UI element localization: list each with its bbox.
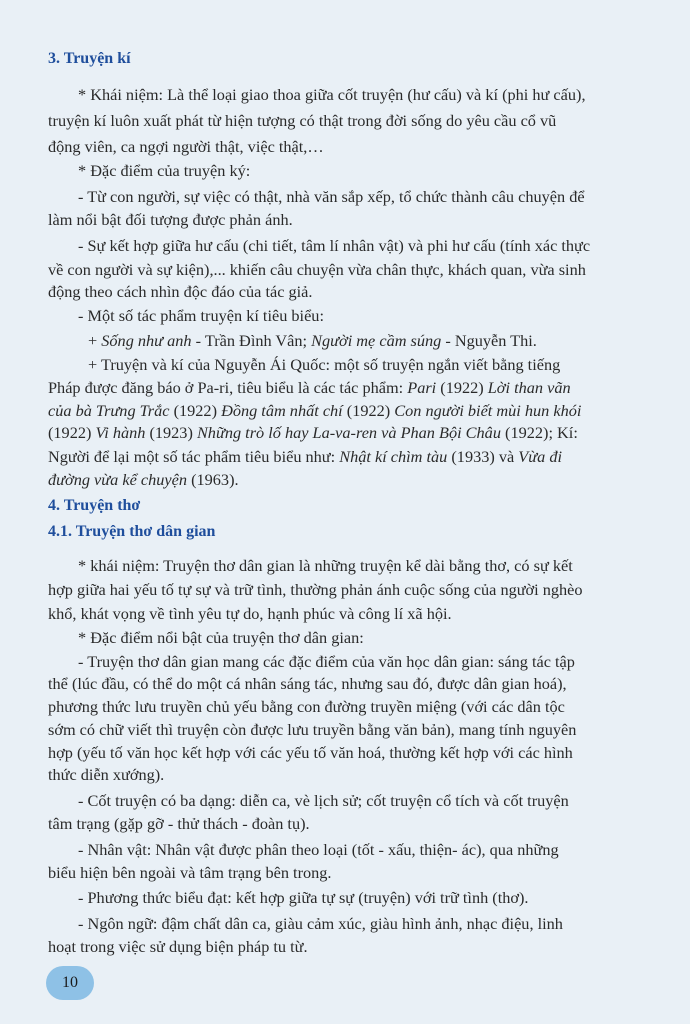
paragraph-line: khổ, khát vọng về tình yêu tự do, hạnh phúc và công lí xã hội.: [48, 604, 452, 623]
paragraph-line: - Nhân vật: Nhân vật được phân theo loại (tốt - xấu, thiện- ác), qua những: [78, 840, 559, 859]
paragraph-line: * khái niệm: Truyện thơ dân gian là những truyện kể dài bằng thơ, có sự kết: [78, 556, 573, 575]
paragraph-line: hợp (yếu tố văn học kết hợp với các yếu tố văn hoá, thường kết hợp với các hình: [48, 743, 573, 762]
paragraph-line: - Cốt truyện có ba dạng: diễn ca, vè lịch sử; cốt truyện cổ tích và cốt truyện: [78, 791, 569, 810]
paragraph-line: hợp giữa hai yếu tố tự sự và trữ tình, thường phản ánh cuộc sống của người nghèo: [48, 580, 583, 599]
paragraph-line: * Đặc điểm nổi bật của truyện thơ dân gian:: [78, 628, 364, 647]
paragraph-line: - Truyện thơ dân gian mang các đặc điểm của văn học dân gian: sáng tác tập: [78, 652, 575, 671]
paragraph-line: - Từ con người, sự việc có thật, nhà văn sắp xếp, tổ chức thành câu chuyện để: [78, 187, 585, 206]
paragraph-line: truyện kí luôn xuất phát từ hiện tượng có thật trong đời sống do yêu cầu cổ vũ: [48, 111, 557, 130]
list-item: + Truyện và kí của Nguyễn Ái Quốc: một số truyện ngắn viết bằng tiếng: [88, 355, 561, 374]
paragraph-line: * Đặc điểm của truyện ký:: [78, 161, 251, 180]
paragraph-line: thể (lúc đầu, có thể do một cá nhân sáng tác, nhưng sau đó, được dân gian hoá),: [48, 674, 567, 693]
paragraph-line: đường vừa kể chuyện (1963).: [48, 470, 239, 489]
paragraph-line: của bà Trưng Trắc (1922) Đồng tâm nhất chí (1922) Con người biết mùi hun khói: [48, 401, 582, 420]
page-number-badge: 10: [46, 966, 94, 1000]
paragraph-line: - Một số tác phẩm truyện kí tiêu biểu:: [78, 306, 324, 325]
paragraph-line: động theo cách nhìn độc đáo của tác giả.: [48, 282, 313, 301]
section-3-heading: 3. Truyện kí: [48, 50, 131, 67]
paragraph-line: - Phương thức biểu đạt: kết hợp giữa tự sự (truyện) với trữ tình (thơ).: [78, 888, 529, 907]
paragraph-line: hoạt trong việc sử dụng biện pháp tu từ.: [48, 937, 308, 956]
paragraph-line: (1922) Vi hành (1923) Những trò lố hay La-va-ren và Phan Bội Châu (1922); Kí:: [48, 423, 578, 442]
paragraph-line: làm nổi bật đối tượng được phản ánh.: [48, 210, 293, 229]
paragraph-line: về con người và sự kiện),... khiến câu chuyện vừa chân thực, khách quan, vừa sinh: [48, 260, 586, 279]
paragraph-line: sớm có chữ viết thì truyện còn được lưu truyền bằng văn bản), mang tính nguyên: [48, 720, 577, 739]
paragraph-line: - Sự kết hợp giữa hư cấu (chi tiết, tâm lí nhân vật) và phi hư cấu (tính xác thực: [78, 236, 591, 255]
paragraph-line: tâm trạng (gặp gỡ - thử thách - đoàn tụ).: [48, 814, 310, 833]
paragraph-line: thức diễn xướng).: [48, 765, 165, 784]
section-4-heading: 4. Truyện thơ: [48, 497, 141, 514]
paragraph-line: Người để lại một số tác phẩm tiêu biểu như: Nhật kí chìm tàu (1933) và Vừa đi: [48, 447, 562, 466]
list-item: + Sống như anh - Trần Đình Vân; Người mẹ cầm súng - Nguyễn Thi.: [88, 331, 537, 350]
paragraph-line: phương thức lưu truyền chủ yếu bằng con đường truyền miệng (với các dân tộc: [48, 697, 565, 716]
paragraph-line: - Ngôn ngữ: đậm chất dân ca, giàu cảm xúc, giàu hình ảnh, nhạc điệu, linh: [78, 914, 563, 933]
paragraph-line: Pháp được đăng báo ở Pa-ri, tiêu biểu là các tác phẩm: Pari (1922) Lời than vãn: [48, 378, 571, 397]
paragraph-line: * Khái niệm: Là thể loại giao thoa giữa cốt truyện (hư cấu) và kí (phi hư cấu),: [78, 85, 586, 104]
paragraph-line: biểu hiện bên ngoài và tâm trạng bên trong.: [48, 863, 332, 882]
section-4-1-heading: 4.1. Truyện thơ dân gian: [48, 523, 216, 540]
paragraph-line: động viên, ca ngợi người thật, việc thật,…: [48, 137, 324, 156]
